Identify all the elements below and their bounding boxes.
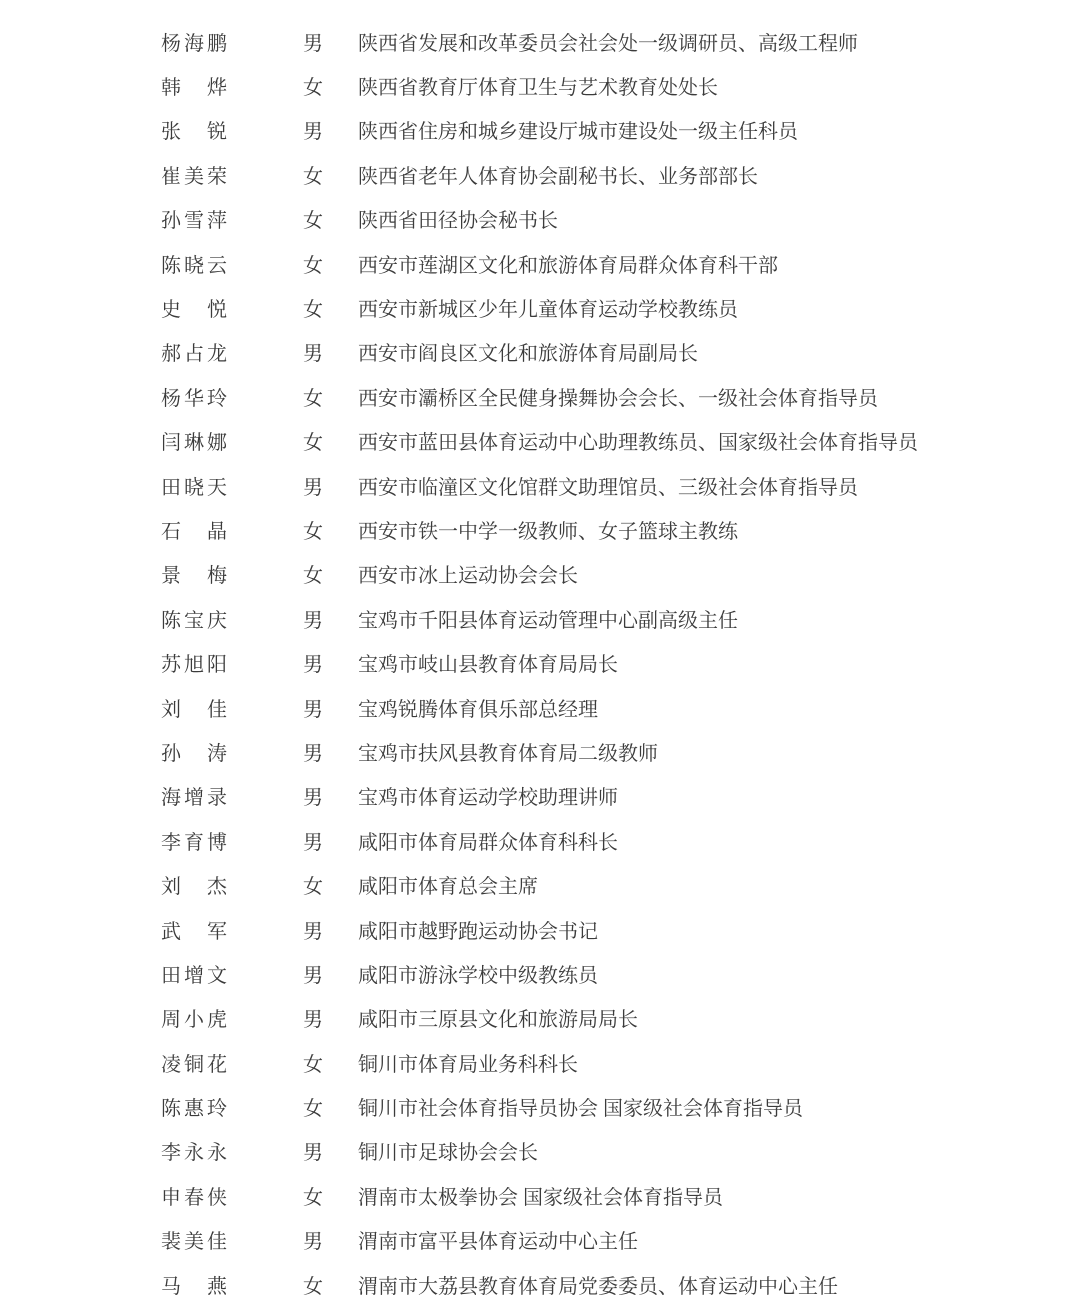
person-name: 李 永 永 — [161, 1142, 227, 1165]
roster-row — [0, 996, 1080, 1040]
person-title: 咸阳市体育局群众体育科科长 — [358, 831, 618, 854]
person-title: 陕西省老年人体育协会副秘书长、业务部部长 — [358, 165, 758, 188]
roster-row — [0, 729, 1080, 773]
person-gender: 女 — [303, 1053, 323, 1076]
person-gender: 男 — [303, 1231, 323, 1254]
person-name: 马 燕 — [161, 1275, 227, 1298]
person-title: 陕西省田径协会秘书长 — [358, 210, 558, 233]
person-name: 苏 旭 阳 — [161, 654, 227, 677]
person-name: 凌 铜 花 — [161, 1053, 227, 1076]
person-gender: 女 — [303, 387, 323, 410]
person-name: 张 锐 — [161, 121, 227, 144]
person-name: 崔 美 荣 — [161, 165, 227, 188]
person-name: 史 悦 — [161, 299, 227, 322]
person-name: 郝 占 龙 — [161, 343, 227, 366]
roster-row — [0, 951, 1080, 995]
roster-row — [0, 1173, 1080, 1217]
person-name: 刘 杰 — [161, 876, 227, 899]
person-title: 宝鸡锐腾体育俱乐部总经理 — [358, 698, 598, 721]
person-title: 铜川市足球协会会长 — [358, 1142, 538, 1165]
roster-row — [0, 507, 1080, 551]
roster-row — [0, 152, 1080, 196]
person-name: 刘 佳 — [161, 698, 227, 721]
person-gender: 女 — [303, 520, 323, 543]
person-gender: 女 — [303, 565, 323, 588]
person-name: 韩 烨 — [161, 77, 227, 100]
person-name: 李 育 博 — [161, 831, 227, 854]
person-title: 宝鸡市千阳县体育运动管理中心副高级主任 — [358, 609, 738, 632]
person-title: 咸阳市体育总会主席 — [358, 876, 538, 899]
person-gender: 男 — [303, 476, 323, 499]
roster-row — [0, 419, 1080, 463]
person-gender: 女 — [303, 1275, 323, 1298]
person-gender: 男 — [303, 787, 323, 810]
person-name: 杨 华 玲 — [161, 387, 227, 410]
person-name: 陈 宝 庆 — [161, 609, 227, 632]
person-gender: 男 — [303, 831, 323, 854]
person-name: 田 增 文 — [161, 964, 227, 987]
person-title: 宝鸡市岐山县教育体育局局长 — [358, 654, 618, 677]
roster-row — [0, 1218, 1080, 1262]
person-title: 渭南市富平县体育运动中心主任 — [358, 1231, 638, 1254]
person-title: 渭南市太极拳协会 国家级社会体育指导员 — [358, 1186, 723, 1209]
person-gender: 女 — [303, 165, 323, 188]
person-gender: 男 — [303, 343, 323, 366]
person-title: 西安市新城区少年儿童体育运动学校教练员 — [358, 299, 738, 322]
person-gender: 男 — [303, 742, 323, 765]
roster-row — [0, 19, 1080, 63]
person-gender: 女 — [303, 210, 323, 233]
person-name: 孙 雪 萍 — [161, 210, 227, 233]
person-gender: 女 — [303, 254, 323, 277]
person-title: 西安市阎良区文化和旅游体育局副局长 — [358, 343, 698, 366]
person-title: 西安市铁一中学一级教师、女子篮球主教练 — [358, 520, 738, 543]
roster-row — [0, 1262, 1080, 1306]
person-name: 闫 琳 娜 — [161, 432, 227, 455]
person-name: 孙 涛 — [161, 742, 227, 765]
person-gender: 女 — [303, 299, 323, 322]
person-title: 渭南市大荔县教育体育局党委委员、体育运动中心主任 — [358, 1275, 838, 1298]
person-gender: 男 — [303, 121, 323, 144]
roster-row — [0, 241, 1080, 285]
person-title: 西安市临潼区文化馆群文助理馆员、三级社会体育指导员 — [358, 476, 858, 499]
person-gender: 男 — [303, 654, 323, 677]
person-gender: 男 — [303, 964, 323, 987]
person-gender: 男 — [303, 1142, 323, 1165]
roster-row — [0, 63, 1080, 107]
roster-row — [0, 197, 1080, 241]
roster-row — [0, 463, 1080, 507]
person-title: 西安市冰上运动协会会长 — [358, 565, 578, 588]
roster-row — [0, 596, 1080, 640]
person-title: 咸阳市三原县文化和旅游局局长 — [358, 1009, 638, 1032]
person-name: 陈 惠 玲 — [161, 1098, 227, 1121]
roster-row — [0, 818, 1080, 862]
person-title: 西安市蓝田县体育运动中心助理教练员、国家级社会体育指导员 — [358, 432, 918, 455]
roster-row — [0, 108, 1080, 152]
person-name: 景 梅 — [161, 565, 227, 588]
person-title: 宝鸡市体育运动学校助理讲师 — [358, 787, 618, 810]
person-name: 海 增 录 — [161, 787, 227, 810]
person-name: 田 晓 天 — [161, 476, 227, 499]
person-title: 铜川市体育局业务科科长 — [358, 1053, 578, 1076]
roster-row — [0, 685, 1080, 729]
person-title: 咸阳市游泳学校中级教练员 — [358, 964, 598, 987]
person-name: 武 军 — [161, 920, 227, 943]
person-title: 宝鸡市扶风县教育体育局二级教师 — [358, 742, 658, 765]
person-gender: 男 — [303, 698, 323, 721]
person-gender: 女 — [303, 876, 323, 899]
person-gender: 女 — [303, 432, 323, 455]
person-name: 杨 海 鹏 — [161, 32, 227, 55]
roster-row — [0, 1129, 1080, 1173]
person-gender: 男 — [303, 609, 323, 632]
roster-list — [0, 19, 1080, 1306]
roster-row — [0, 1040, 1080, 1084]
person-gender: 女 — [303, 1186, 323, 1209]
person-title: 铜川市社会体育指导员协会 国家级社会体育指导员 — [358, 1098, 803, 1121]
person-gender: 女 — [303, 1098, 323, 1121]
roster-row — [0, 330, 1080, 374]
person-name: 申 春 侠 — [161, 1186, 227, 1209]
person-gender: 男 — [303, 920, 323, 943]
person-name: 石 晶 — [161, 520, 227, 543]
person-gender: 男 — [303, 1009, 323, 1032]
roster-row — [0, 1084, 1080, 1128]
person-gender: 男 — [303, 32, 323, 55]
person-name: 陈 晓 云 — [161, 254, 227, 277]
person-title: 咸阳市越野跑运动协会书记 — [358, 920, 598, 943]
person-name: 周 小 虎 — [161, 1009, 227, 1032]
person-title: 西安市莲湖区文化和旅游体育局群众体育科干部 — [358, 254, 778, 277]
roster-row — [0, 374, 1080, 418]
roster-row — [0, 640, 1080, 684]
person-title: 陕西省住房和城乡建设厅城市建设处一级主任科员 — [358, 121, 798, 144]
roster-row — [0, 774, 1080, 818]
person-title: 西安市灞桥区全民健身操舞协会会长、一级社会体育指导员 — [358, 387, 878, 410]
roster-row — [0, 862, 1080, 906]
roster-row — [0, 552, 1080, 596]
roster-row — [0, 285, 1080, 329]
person-title: 陕西省发展和改革委员会社会处一级调研员、高级工程师 — [358, 32, 858, 55]
person-gender: 女 — [303, 77, 323, 100]
person-name: 裴 美 佳 — [161, 1231, 227, 1254]
person-title: 陕西省教育厅体育卫生与艺术教育处处长 — [358, 77, 718, 100]
roster-row — [0, 907, 1080, 951]
